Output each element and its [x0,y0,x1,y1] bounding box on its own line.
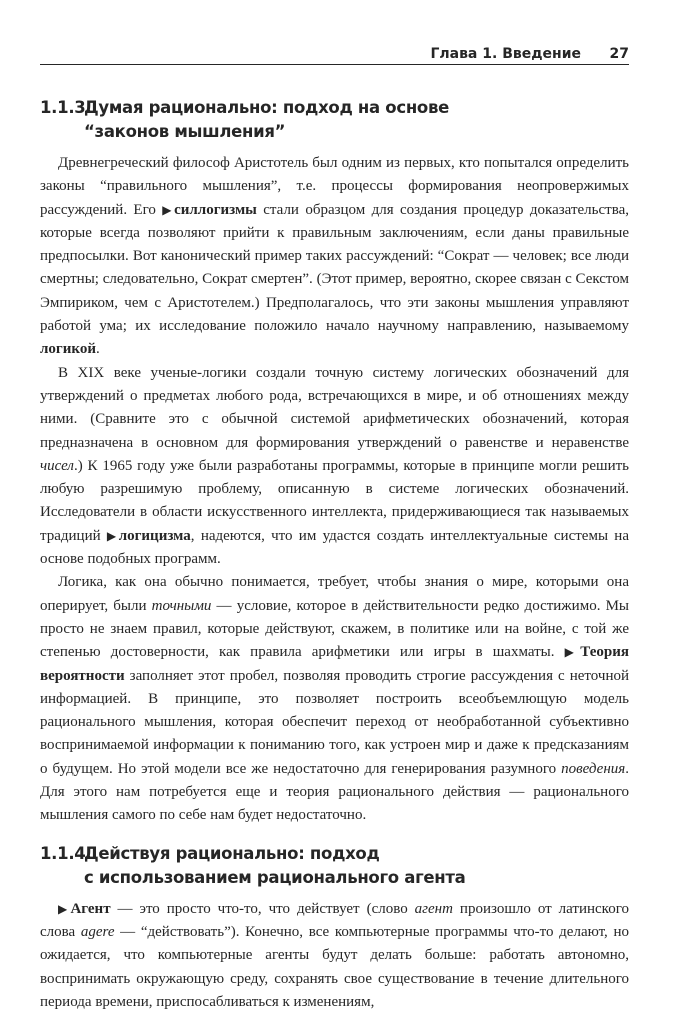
term-logicism: логицизма [118,527,191,544]
term-logic: логикой [40,341,96,358]
emphasis-numbers: чисел [40,457,74,474]
term-marker-icon: ▶ [58,901,71,916]
section-number: 1.1.4. [40,843,92,863]
term-marker-icon: ▶ [106,528,119,543]
paragraph-agent: ▶Агент — это просто что-то, что действует (слово агент произошло от латинского слова agere — “действовать”). Конечно, все компьютерные программы что-то делают, но ожидается, что компьютерные агенты будут делать больше: работать автономно, воспринимать окружающую среду, сохранять свое существование в течение длительного периода времени, приспосабливаться к изменениям, [40,900,630,1010]
page-number: 27 [609,46,629,62]
paragraph-probability: Логика, как она обычно понимается, требует, чтобы знания о мире, которыми она оперирует, были точными — условие, которое в действительности редко достижимо. Мы просто не знаем правил, которые действуют, скажем, в политике или на войне, с той же степенью достоверности, как правила арифметики или игры в шахматы. ▶Теория вероятности заполняет этот пробел, позволяя проводить строгие рассуждения с неточной информацией. В принципе, это позволяет построить всеобъемлющую модель рационального мышления, которая обеспечит переход от необработанной субъективно воспринимаемой информации к пониманию того, как устроен мир и даже к предсказаниям о будущем. Но этой модели все же недостаточно для генерирования разумного поведения. Для этого нам потребуется еще и теория рационального действия — рационального мышления самого по себе нам будет недостаточно. [40,574,629,824]
term-agent: Агент [70,900,111,917]
section-title-line-1: Думая рационально: подход на основе [84,98,449,117]
page-content [40,96,629,1014]
emphasis-agere: agere [80,923,115,940]
chapter-title: Глава 1. Введение [430,46,581,62]
section-heading-1-1-4 [40,842,629,890]
running-header [40,46,629,65]
term-marker-icon: ▶ [162,202,175,217]
term-marker-icon: ▶ [564,645,581,660]
section-title-line-2: “законов мышления” [84,122,286,141]
emphasis-behavior: поведения [561,760,626,777]
term-syllogisms: силлогизмы [174,201,257,218]
section-title-line-1: Действуя рационально: подход [84,843,380,863]
paragraph-aristotle: Древнегреческий философ Аристотель был одним из первых, кто попытался определить законы “правильного мышления”, т.е. процессы формирования неопровержимых рассуждений. Его ▶силлогизмы стали образцом для создания процедур доказательства, которые всегда позволяют прийти к правильным заключениям, если даны правильные предпосылки. Вот канонический пример таких рассуждений: “Сократ — человек; все люди смертны; следовательно, Сократ смертен”. (Этот пример, вероятно, скорее связан с Секстом Эмпириком, чем с Аристотелем.) Предполагалось, что эти законы мышления управляют работой ума; их исследование положило начало научному направлению, называемому логикой. [40,155,629,358]
paragraph-logicism: В XIX веке ученые-логики создали точную систему логических обозначений для утверждений о предметах любого рода, встречающихся в мире, и об отношениях между ними. (Сравните это с обычной системой арифметических обозначений, которая предназначена в основном для формирования утверждений о равенстве и неравенстве чисел.) К 1965 году уже были разработаны программы, которые в принципе могли решить любую разрешимую проблему, описанную в системе логических обозначений. Исследователи в области искусственного интеллекта, придерживающиеся так называемых традиций ▶логицизма, надеются, что им удастся создать интеллектуальные системы на основе подобных программ. [40,364,629,568]
emphasis-exact: точными [151,597,212,614]
section-heading-1-1-3 [40,96,629,144]
term-probability-theory: Теория вероятности [40,644,629,684]
emphasis-agent: агент [414,900,453,917]
section-number: 1.1.3. [40,98,92,117]
section-title-line-2: с использованием рационального агента [84,867,466,887]
